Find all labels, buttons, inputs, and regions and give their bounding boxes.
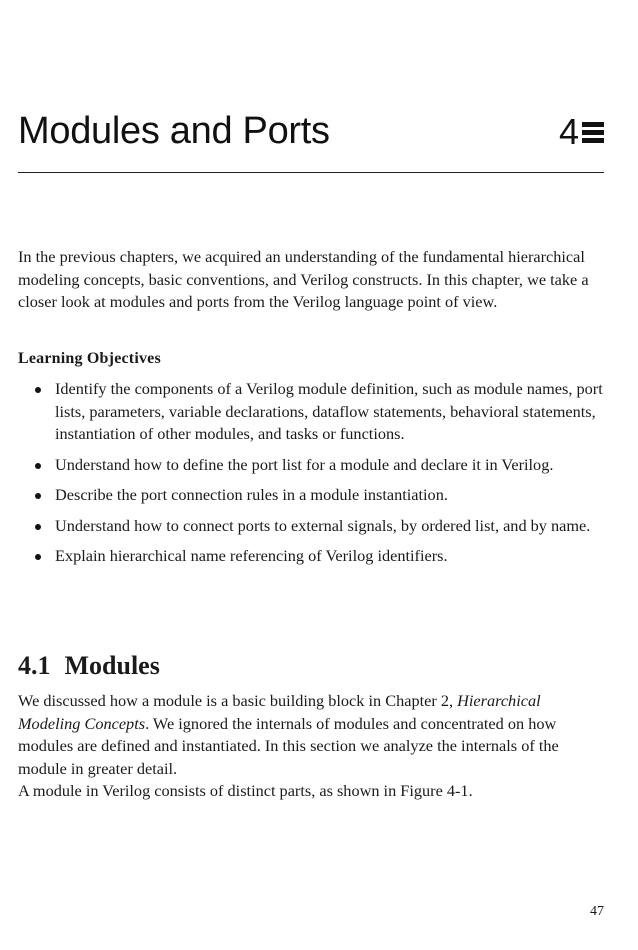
intro-paragraph: In the previous chapters, we acquired an understanding of the fundamental hierarchical modeling concepts, basic conventions, and Verilog constructs. In this chapter, we take a closer look at modules and ports from the Verilog language point of view. <box>18 247 589 311</box>
objective-text: Understand how to define the port list for a module and declare it in Verilog. <box>55 454 554 474</box>
objective-text: Identify the components of a Verilog module definition, such as module names, port lists, parameters, variable declarations, dataflow statements, behavioral statements, instantiation of other modules, and tasks or functions. <box>55 379 603 443</box>
list-item <box>18 454 608 477</box>
page-number: 47 <box>590 904 604 919</box>
chapter-title: Modules and Ports <box>18 110 330 152</box>
section-title: Modules <box>64 651 160 680</box>
bullet-icon <box>35 493 41 499</box>
objectives-list <box>18 378 608 576</box>
section-number: 4.1 <box>18 651 51 680</box>
bullet-icon <box>35 554 41 560</box>
objective-text: Describe the port connection rules in a module instantiation. <box>55 485 448 504</box>
section-heading <box>18 651 160 681</box>
section-text: We discussed how a module is a basic building block in Chapter 2, <box>18 691 458 710</box>
chapter-number <box>558 111 604 152</box>
bullet-icon <box>35 524 41 530</box>
objective-text: Understand how to connect ports to external signals, by ordered list, and by name. <box>55 515 591 535</box>
section-paragraph-2: A module in Verilog consists of distinct parts, as shown in Figure 4-1. <box>18 781 473 800</box>
chapter-header <box>18 110 604 173</box>
section-paragraph-1 <box>18 690 604 780</box>
objective-text: Explain hierarchical name referencing of Verilog identifiers. <box>55 546 448 565</box>
section-text: . We ignored the internals of modules and concentrated on how modules are defined and instantiated. In this section we analyze the internals of the module in greater detail. <box>18 713 559 778</box>
bullet-icon <box>35 387 41 393</box>
bullet-icon <box>35 463 41 469</box>
learning-objectives-heading: Learning Objectives <box>18 350 161 367</box>
chapter-number-text: 4 <box>558 111 579 152</box>
list-item <box>18 515 608 538</box>
list-item <box>18 484 608 507</box>
bars-icon <box>582 119 604 146</box>
list-item <box>18 378 608 446</box>
list-item <box>18 545 608 568</box>
chapter-reference: Hierarchical Modeling Concepts <box>18 691 541 733</box>
